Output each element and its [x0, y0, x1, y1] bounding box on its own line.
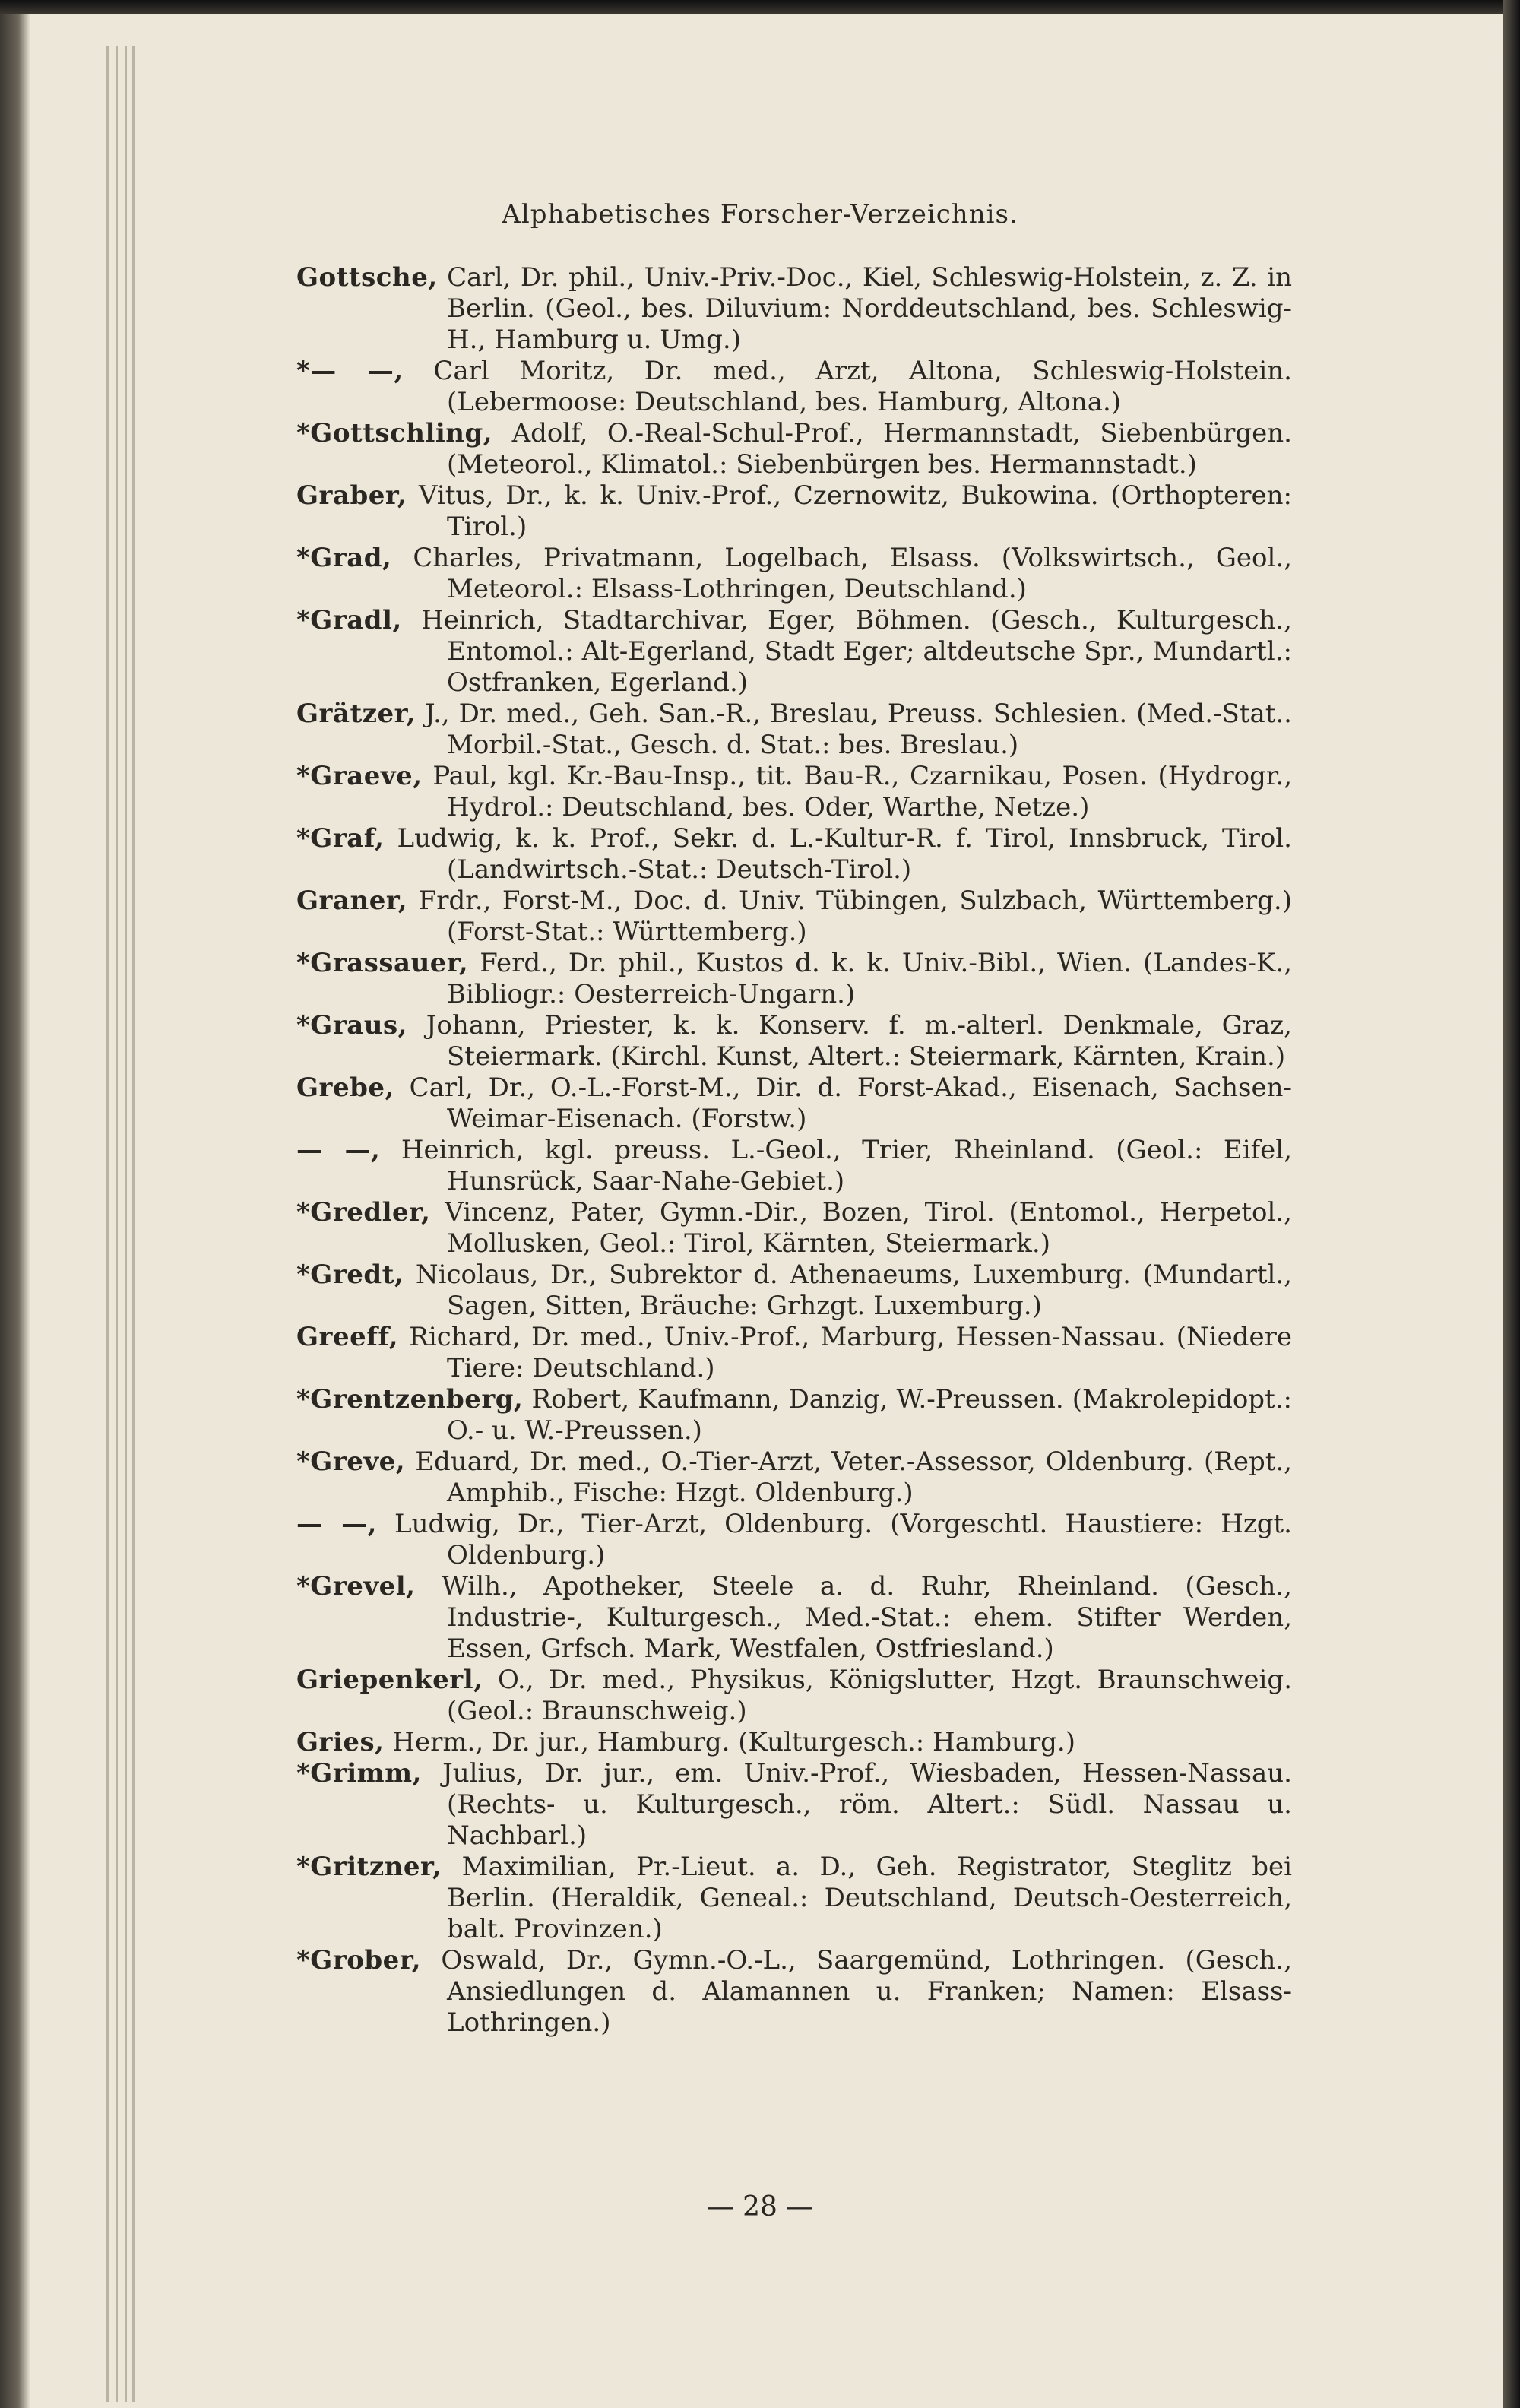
entry-name: *Greve, [296, 1446, 406, 1477]
scan-edge-top [0, 0, 1520, 14]
running-header: Alphabetisches Forscher-Verzeichnis. [502, 199, 1018, 230]
entry-name: *Grober, [296, 1945, 422, 1976]
directory-entry [296, 1945, 1292, 2039]
directory-entry [296, 1384, 1292, 1446]
entry-name: *Grassauer, [296, 948, 469, 978]
entry-details: Carl, Dr., O.-L.-Forst-M., Dir. d. Forst-Akad., Eisenach, Sachsen-Weimar-Eisenach. (Forstw.) [394, 1073, 1292, 1134]
entry-details: Vincenz, Pater, Gymn.-Dir., Bozen, Tirol. (Entomol., Herpetol., Mollusken, Geol.: Tirol, Kärnten, Steiermark.) [430, 1197, 1292, 1259]
entry-details: Vitus, Dr., k. k. Univ.-Prof., Czernowitz, Bukowina. (Orthopteren: Tirol.) [407, 480, 1292, 542]
directory-entry [296, 1509, 1292, 1571]
entry-details: Robert, Kaufmann, Danzig, W.-Preussen. (Makrolepidopt.: O.- u. W.-Preussen.) [447, 1384, 1292, 1446]
entry-details: Herm., Dr. jur., Hamburg. (Kulturgesch.: Hamburg.) [384, 1727, 1075, 1757]
entry-details: Ludwig, k. k. Prof., Sekr. d. L.-Kultur-R. f. Tirol, Innsbruck, Tirol. (Landwirtsch.-Stat.: Deutsch-Tirol.) [384, 823, 1292, 885]
directory-entry [296, 1197, 1292, 1259]
directory-entry [296, 418, 1292, 480]
entry-name: *Grentzenberg, [296, 1384, 524, 1415]
entry-name: *Graeve, [296, 761, 423, 791]
entry-name: *Grad, [296, 543, 392, 573]
entry-details: Ludwig, Dr., Tier-Arzt, Oldenburg. (Vorgeschtl. Haustiere: Hzgt. Oldenburg.) [376, 1509, 1292, 1570]
directory-entry [296, 886, 1292, 948]
directory-entry [296, 1446, 1292, 1509]
entry-details: Frdr., Forst-M., Doc. d. Univ. Tübingen, Sulzbach, Württemberg.) (Forst-Stat.: Württemberg.) [407, 886, 1292, 947]
entry-name: — —, [296, 1509, 377, 1539]
entry-details: Maximilian, Pr.-Lieut. a. D., Geh. Registrator, Steglitz bei Berlin. (Heraldik, Geneal.: Deutschland, Deutsch-Oesterreich, balt. Provinzen.) [442, 1852, 1292, 1944]
entry-details: Adolf, O.-Real-Schul-Prof., Hermannstadt, Siebenbürgen. (Meteorol., Klimatol.: Siebenbürgen bes. Hermannstadt.) [447, 418, 1292, 480]
directory-entry [296, 1322, 1292, 1384]
directory-entry [296, 480, 1292, 543]
directory-entries [296, 262, 1292, 2039]
entry-details: Paul, kgl. Kr.-Bau-Insp., tit. Bau-R., Czarnikau, Posen. (Hydrogr., Hydrol.: Deutschland, bes. Oder, Warthe, Netze.) [422, 761, 1292, 822]
entry-details: Johann, Priester, k. k. Konserv. f. m.-alterl. Denkmale, Graz, Steiermark. (Kirchl. Kunst, Altert.: Steiermark, Kärnten, Krain.) [407, 1010, 1292, 1072]
entry-name: Gries, [296, 1727, 385, 1757]
directory-entry [296, 823, 1292, 886]
entry-details: Heinrich, Stadtarchivar, Eger, Böhmen. (Gesch., Kulturgesch., Entomol.: Alt-Egerland, Stadt Eger; altdeutsche Spr., Mundartl.: Ostfranken, Egerland.) [401, 605, 1292, 698]
entry-name: *Gottschling, [296, 418, 493, 448]
entry-details: Wilh., Apotheker, Steele a. d. Ruhr, Rheinland. (Gesch., Industrie-, Kulturgesch., Med.-Stat.: ehem. Stifter Werden, Essen, Grfsch. Mark, Westfalen, Ostfriesland.) [415, 1571, 1292, 1664]
entry-name: *Grimm, [296, 1758, 422, 1789]
entry-name: *Gradl, [296, 605, 402, 635]
directory-entry [296, 1758, 1292, 1852]
directory-entry [296, 1665, 1292, 1727]
entry-details: Eduard, Dr. med., O.-Tier-Arzt, Veter.-Assessor, Oldenburg. (Rept., Amphib., Fische: Hzgt. Oldenburg.) [405, 1446, 1292, 1508]
entry-name: Graber, [296, 480, 407, 511]
entry-name: *Gritzner, [296, 1852, 442, 1882]
directory-entry [296, 1135, 1292, 1197]
entry-details: Richard, Dr. med., Univ.-Prof., Marburg, Hessen-Nassau. (Niedere Tiere: Deutschland.) [398, 1322, 1292, 1383]
entry-details: Oswald, Dr., Gymn.-O.-L., Saargemünd, Lothringen. (Gesch., Ansiedlungen d. Alamannen u. Franken; Namen: Elsass-Lothringen.) [421, 1945, 1292, 2038]
entry-name: Griepenkerl, [296, 1665, 483, 1695]
binding-shadow [0, 0, 30, 2408]
entry-name: Grätzer, [296, 699, 416, 729]
page-number: — 28 — [706, 2191, 814, 2223]
entry-details: Carl, Dr. phil., Univ.-Priv.-Doc., Kiel, Schleswig-Holstein, z. Z. in Berlin. (Geol., bes. Diluvium: Norddeutschland, bes. Schleswig-H., Hamburg u. Umg.) [437, 262, 1292, 355]
directory-entry [296, 1073, 1292, 1135]
entry-name: *Grevel, [296, 1571, 416, 1602]
entry-name: *Gredt, [296, 1259, 404, 1290]
entry-details: Ferd., Dr. phil., Kustos d. k. k. Univ.-Bibl., Wien. (Landes-K., Bibliogr.: Oesterreich-Ungarn.) [447, 948, 1292, 1009]
entry-name: Graner, [296, 886, 408, 916]
directory-entry [296, 262, 1292, 356]
entry-name: *Graf, [296, 823, 385, 854]
gutter-line [125, 46, 127, 2402]
entry-details: Heinrich, kgl. preuss. L.-Geol., Trier, Rheinland. (Geol.: Eifel, Hunsrück, Saar-Nahe-Gebiet.) [380, 1135, 1292, 1196]
entry-name: Greeff, [296, 1322, 399, 1352]
directory-entry [296, 543, 1292, 605]
entry-name: Grebe, [296, 1073, 394, 1103]
entry-details: Charles, Privatmann, Logelbach, Elsass. (Volkswirtsch., Geol., Meteorol.: Elsass-Lothringen, Deutschland.) [391, 543, 1292, 604]
entry-name: Gottsche, [296, 262, 438, 293]
directory-entry [296, 761, 1292, 823]
entry-details: Carl Moritz, Dr. med., Arzt, Altona, Schleswig-Holstein. (Lebermoose: Deutschland, bes. Hamburg, Altona.) [403, 356, 1292, 417]
entry-name: *Gredler, [296, 1197, 431, 1228]
entry-name: — —, [296, 1135, 381, 1165]
directory-entry [296, 1010, 1292, 1073]
directory-entry [296, 356, 1292, 418]
entry-details: Nicolaus, Dr., Subrektor d. Athenaeums, Luxemburg. (Mundartl., Sagen, Sitten, Bräuche: Grhzgt. Luxemburg.) [404, 1259, 1292, 1321]
gutter-line [106, 46, 109, 2402]
directory-entry [296, 1259, 1292, 1322]
directory-entry [296, 605, 1292, 699]
entry-details: Julius, Dr. jur., em. Univ.-Prof., Wiesbaden, Hessen-Nassau. (Rechts- u. Kulturgesch., röm. Altert.: Südl. Nassau u. Nachbarl.) [421, 1758, 1292, 1851]
directory-entry [296, 1852, 1292, 1945]
directory-entry [296, 699, 1292, 761]
entry-details: O., Dr. med., Physikus, Königslutter, Hzgt. Braunschweig. (Geol.: Braunschweig.) [447, 1665, 1292, 1726]
gutter-line [116, 46, 118, 2402]
entry-name: *Graus, [296, 1010, 407, 1041]
gutter-line [132, 46, 135, 2402]
directory-entry [296, 1727, 1292, 1758]
directory-entry [296, 1571, 1292, 1665]
entry-name: *— —, [296, 356, 404, 386]
scan-edge-right [1503, 0, 1520, 2408]
entry-details: J., Dr. med., Geh. San.-R., Breslau, Preuss. Schlesien. (Med.-Stat.. Morbil.-Stat., Gesch. d. Stat.: bes. Breslau.) [415, 699, 1292, 760]
directory-entry [296, 948, 1292, 1010]
